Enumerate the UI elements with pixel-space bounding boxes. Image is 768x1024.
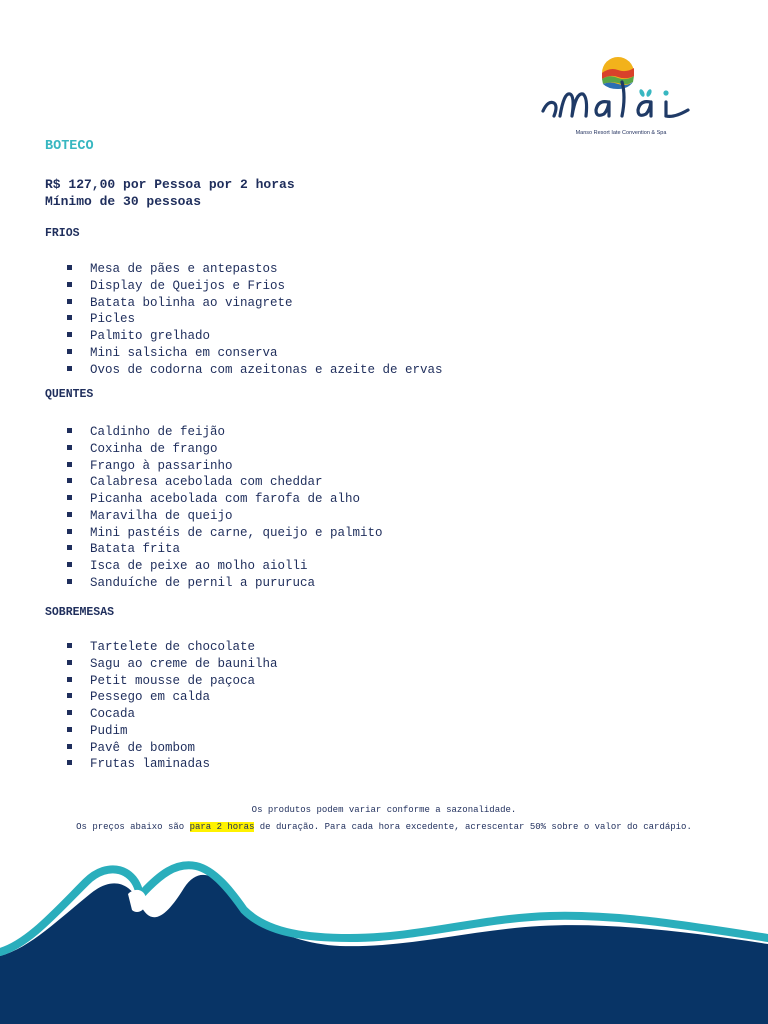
list-item: Caldinho de feijão bbox=[67, 424, 383, 441]
list-item: Coxinha de frango bbox=[67, 441, 383, 458]
list-item: Pudim bbox=[67, 723, 278, 740]
list-item: Maravilha de queijo bbox=[67, 508, 383, 525]
bullet-icon bbox=[67, 693, 72, 698]
list-item: Batata bolinha ao vinagrete bbox=[67, 295, 443, 312]
sobremesas-list bbox=[67, 639, 278, 773]
section-heading-sobremesas: SOBREMESAS bbox=[45, 606, 115, 619]
bullet-icon bbox=[67, 710, 72, 715]
list-item: Sanduíche de pernil a pururuca bbox=[67, 575, 383, 592]
list-item: Mini salsicha em conserva bbox=[67, 345, 443, 362]
price-block bbox=[45, 176, 295, 210]
bullet-icon bbox=[67, 579, 72, 584]
list-item: Picles bbox=[67, 311, 443, 328]
pricing-note: Os preços abaixo são para 2 horas de duração. Para cada hora excedente, acrescentar 50% sobre o valor do cardápio. bbox=[76, 822, 692, 832]
menu-title: BOTECO bbox=[45, 139, 94, 154]
list-item: Batata frita bbox=[67, 541, 383, 558]
logo-emblem-icon bbox=[602, 57, 634, 89]
logo-leaf-icon bbox=[638, 88, 668, 97]
bullet-icon bbox=[67, 265, 72, 270]
minimum-guests-line: Mínimo de 30 pessoas bbox=[45, 194, 202, 209]
list-item: Cocada bbox=[67, 706, 278, 723]
list-item: Pessego em calda bbox=[67, 689, 278, 706]
seasonality-note: Os produtos podem variar conforme a sazonalidade. bbox=[251, 805, 517, 815]
list-item: Pavê de bombom bbox=[67, 740, 278, 757]
bullet-icon bbox=[67, 282, 72, 287]
price-line: R$ 127,00 por Pessoa por 2 horas bbox=[45, 177, 295, 192]
list-item: Petit mousse de paçoca bbox=[67, 673, 278, 690]
list-item: Ovos de codorna com azeitonas e azeite de ervas bbox=[67, 362, 443, 379]
bullet-icon bbox=[67, 462, 72, 467]
list-item: Frutas laminadas bbox=[67, 756, 278, 773]
list-item: Mesa de pães e antepastos bbox=[67, 261, 443, 278]
decorative-waves bbox=[0, 860, 768, 1024]
list-item: Calabresa acebolada com cheddar bbox=[67, 474, 383, 491]
quentes-list bbox=[67, 424, 383, 592]
section-heading-quentes: QUENTES bbox=[45, 388, 94, 401]
list-item: Display de Queijos e Frios bbox=[67, 278, 443, 295]
bullet-icon bbox=[67, 332, 72, 337]
logo-tagline: Manso Resort Iate Convention & Spa bbox=[575, 130, 667, 136]
list-item: Mini pastéis de carne, queijo e palmito bbox=[67, 525, 383, 542]
bullet-icon bbox=[67, 677, 72, 682]
bullet-icon bbox=[67, 545, 72, 550]
bullet-icon bbox=[67, 643, 72, 648]
frios-list bbox=[67, 261, 443, 378]
bullet-icon bbox=[67, 428, 72, 433]
list-item: Isca de peixe ao molho aiolli bbox=[67, 558, 383, 575]
list-item: Tartelete de chocolate bbox=[67, 639, 278, 656]
bullet-icon bbox=[67, 744, 72, 749]
bullet-icon bbox=[67, 349, 72, 354]
wave-dark-shape bbox=[0, 875, 768, 1024]
bullet-icon bbox=[67, 562, 72, 567]
bullet-icon bbox=[67, 366, 72, 371]
bullet-icon bbox=[67, 445, 72, 450]
bullet-icon bbox=[67, 760, 72, 765]
bullet-icon bbox=[67, 478, 72, 483]
list-item: Picanha acebolada com farofa de alho bbox=[67, 491, 383, 508]
list-item: Palmito grelhado bbox=[67, 328, 443, 345]
bullet-icon bbox=[67, 495, 72, 500]
bullet-icon bbox=[67, 299, 72, 304]
bullet-icon bbox=[67, 512, 72, 517]
bullet-icon bbox=[67, 727, 72, 732]
highlighted-duration: para 2 horas bbox=[189, 822, 255, 832]
section-heading-frios: FRIOS bbox=[45, 227, 80, 240]
list-item: Sagu ao creme de baunilha bbox=[67, 656, 278, 673]
bullet-icon bbox=[67, 529, 72, 534]
bullet-icon bbox=[67, 660, 72, 665]
footer-notes bbox=[40, 802, 728, 836]
list-item: Frango à passarinho bbox=[67, 458, 383, 475]
bullet-icon bbox=[67, 315, 72, 320]
